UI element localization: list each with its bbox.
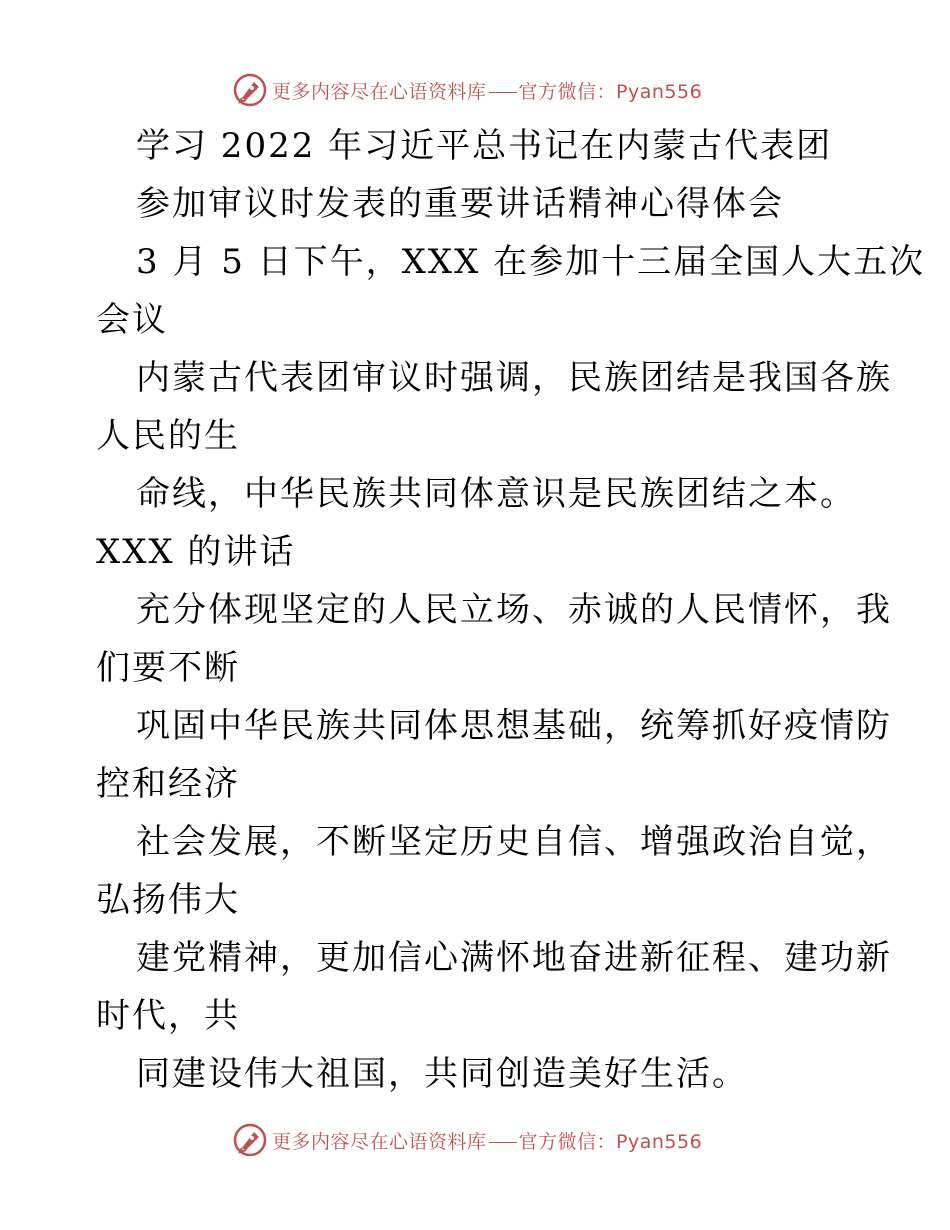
- footer-watermark: [232, 1120, 732, 1160]
- text-line: 命线，中华民族共同体意识是民族团结之本。: [136, 474, 856, 514]
- text-line: 3 月 5 日下午，XXX 在参加十三届全国人大五次: [136, 242, 926, 282]
- pen-nib-logo-icon: [232, 1122, 268, 1158]
- text-line: 巩固中华民族共同体思想基础，统筹抓好疫情防: [136, 706, 892, 746]
- watermark-text: 更多内容尽在心语资料库 官方微信：Pyan556: [272, 80, 703, 103]
- text-line: 控和经济: [96, 764, 240, 804]
- watermark-separator: [489, 92, 517, 93]
- text-line: XXX 的讲话: [96, 532, 296, 572]
- text-line: 同建设伟大祖国，共同创造美好生活。: [136, 1054, 748, 1094]
- text-line: 会议: [96, 300, 168, 340]
- text-line: 参加审议时发表的重要讲话精神心得体会: [136, 184, 784, 224]
- text-line: 建党精神，更加信心满怀地奋进新征程、建功新: [136, 938, 892, 978]
- watermark-separator: [489, 1142, 517, 1143]
- text-line: 充分体现坚定的人民立场、赤诚的人民情怀，我: [136, 590, 892, 630]
- document-body: [96, 117, 926, 1103]
- text-line: 们要不断: [96, 648, 240, 688]
- text-line: 人民的生: [96, 416, 240, 456]
- text-line: 弘扬伟大: [96, 880, 240, 920]
- header-watermark: [232, 70, 732, 110]
- text-line: 学习 2022 年习近平总书记在内蒙古代表团: [136, 126, 833, 166]
- pen-nib-logo-icon: [232, 72, 268, 108]
- watermark-text: 更多内容尽在心语资料库 官方微信：Pyan556: [272, 1130, 703, 1153]
- text-line: 社会发展，不断坚定历史自信、增强政治自觉，: [136, 822, 892, 862]
- text-line: 时代，共: [96, 996, 240, 1036]
- text-line: 内蒙古代表团审议时强调，民族团结是我国各族: [136, 358, 892, 398]
